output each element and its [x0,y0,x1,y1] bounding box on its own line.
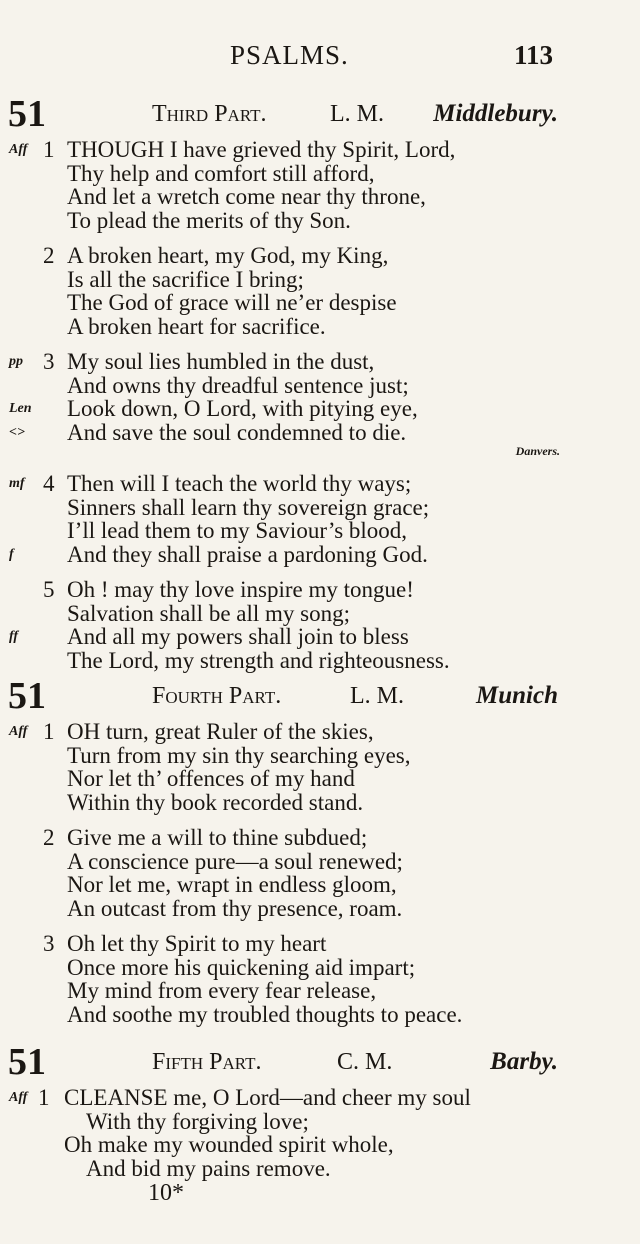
hymn-part: Fifth Part. [152,1049,262,1075]
stanza-number: 1 [43,719,55,744]
stanza-number: 2 [43,243,55,268]
dynamic-mark: Aff [9,724,28,739]
verse-line [0,791,640,815]
verse-line [0,826,640,850]
stanza-number: 3 [43,349,55,374]
verse-line [0,315,640,339]
attribution-text: Danvers. [515,444,560,458]
stanza [0,1086,640,1180]
hymn-header [0,1040,640,1086]
running-title: PSALMS. [230,40,349,70]
verse-text: Nor let th’ offences of my hand [67,766,355,791]
stanza-number: 3 [43,931,55,956]
verse-line [0,767,640,791]
verse-text: Nor let me, wrapt in endless gloom, [67,872,397,897]
verse-line [0,397,640,421]
verse-line [0,956,640,980]
verse-line [0,873,640,897]
verse-text: And let a wretch come near thy throne, [67,184,426,209]
verse-text: The Lord, my strength and righteousness. [67,647,450,673]
verse-text: Sinners shall learn thy sovereign grace; [67,494,430,520]
hymn-part: Third Part. [152,101,267,127]
stanza-number: 1 [43,137,55,162]
verse-text: Then will I teach the world thy ways; [67,471,412,496]
verse-text: Thy help and comfort still afford, [67,160,375,186]
verse-line [0,138,640,162]
hymn-section [0,1040,640,1192]
verse-text: Oh let thy Spirit to my heart [67,931,327,956]
verse-text: And soothe my troubled thoughts to peace. [67,1001,463,1027]
signature-mark: 10* [148,1180,184,1206]
stanza [0,720,640,814]
stanza [0,826,640,920]
verse-line [0,932,640,956]
verse-text: Turn from my sin thy searching eyes, [67,742,411,768]
stanza [0,578,640,672]
verse-text: My mind from every fear release, [67,978,377,1003]
hymn-tune-name: Munich [476,682,558,709]
stanza-number: 4 [43,471,55,496]
stanza [0,350,640,460]
hymn-meter: C. M. [337,1049,393,1075]
hymn-section [0,92,640,684]
hymn-meter: L. M. [330,101,384,127]
verse-text: To plead the merits of thy Son. [67,207,351,233]
verse-text: My soul lies humbled in the dust, [67,349,375,374]
tune-attribution [0,444,640,460]
verse-text: And save the soul condemned to die. [67,419,407,445]
verse-text: THOUGH I have grieved thy Spirit, Lord, [67,137,456,162]
verse-line [0,519,640,543]
stanza-number: 5 [43,577,55,602]
verse-text: With thy forgiving love; [86,1108,309,1134]
verse-line [0,472,640,496]
stanza [0,138,640,232]
verse-text: Is all the sacrifice I bring; [67,266,304,292]
verse-text: An outcast from thy presence, roam. [67,895,403,921]
hymn-meter: L. M. [350,683,404,709]
verse-text: Oh make my wounded spirit whole, [64,1132,394,1157]
stanza [0,244,640,338]
verse-line [0,374,640,398]
verse-text: And all my powers shall join to bless [67,624,409,649]
hymn-part: Fourth Part. [152,683,282,709]
dynamic-mark: <> [9,424,25,440]
verse-line [0,850,640,874]
verse-line [0,209,640,233]
verse-line [0,625,640,649]
stanza [0,472,640,566]
verse-text: A broken heart, my God, my King, [67,243,389,268]
verse-line [0,1110,640,1134]
hymn-section [0,674,640,1038]
verse-line [0,1133,640,1157]
stanza-number: 1 [38,1085,50,1110]
dynamic-mark: mf [9,476,25,491]
dynamic-mark: Aff [9,142,28,157]
verse-text: Once more his quickening aid impart; [67,954,416,980]
verse-text: I’ll lead them to my Saviour’s blood, [67,518,408,543]
hymn-header [0,92,640,138]
dynamic-mark: Len [9,401,32,416]
verse-line [0,421,640,445]
dynamic-mark: pp [9,354,23,369]
verse-line [0,162,640,186]
hymn-tune-name: Barby. [490,1048,558,1075]
verse-text: A conscience pure—a soul renewed; [67,848,403,874]
verse-text: And they shall praise a pardoning God. [67,541,428,567]
verse-line [0,543,640,567]
verse-text: OH turn, great Ruler of the skies, [67,719,374,744]
page-number: 113 [514,40,554,70]
verse-line [0,291,640,315]
stanza [0,932,640,1026]
verse-line [0,1003,640,1027]
verse-line [0,1157,640,1181]
running-head [0,40,640,76]
hymn-header [0,674,640,720]
verse-text: Within thy book recorded stand. [67,789,364,815]
verse-text: The God of grace will ne’er despise [67,290,397,315]
hymn-tune-name: Middlebury. [433,100,558,127]
hymn-number: 51 [8,675,46,717]
verse-line [0,602,640,626]
verse-text: And bid my pains remove. [86,1155,331,1181]
verse-text: Look down, O Lord, with pitying eye, [67,396,418,421]
verse-text: A broken heart for sacrifice. [67,313,326,339]
verse-line [0,350,640,374]
verse-line [0,1086,640,1110]
dynamic-mark: ff [9,629,19,644]
verse-line [0,268,640,292]
verse-text: CLEANSE me, O Lord—and cheer my soul [64,1085,471,1110]
verse-text: Give me a will to thine subdued; [67,825,368,850]
verse-line [0,897,640,921]
verse-line [0,185,640,209]
verse-text: Oh ! may thy love inspire my tongue! [67,577,414,602]
dynamic-mark: f [9,546,14,562]
verse-line [0,578,640,602]
verse-text: And owns thy dreadful sentence just; [67,372,409,398]
verse-line [0,744,640,768]
verse-line [0,244,640,268]
verse-line [0,649,640,673]
verse-line [0,496,640,520]
dynamic-mark: Aff [9,1090,28,1105]
verse-line [0,720,640,744]
verse-text: Salvation shall be all my song; [67,600,350,626]
hymn-number: 51 [8,93,46,135]
hymn-number: 51 [8,1041,46,1083]
verse-line [0,979,640,1003]
stanza-number: 2 [43,825,55,850]
